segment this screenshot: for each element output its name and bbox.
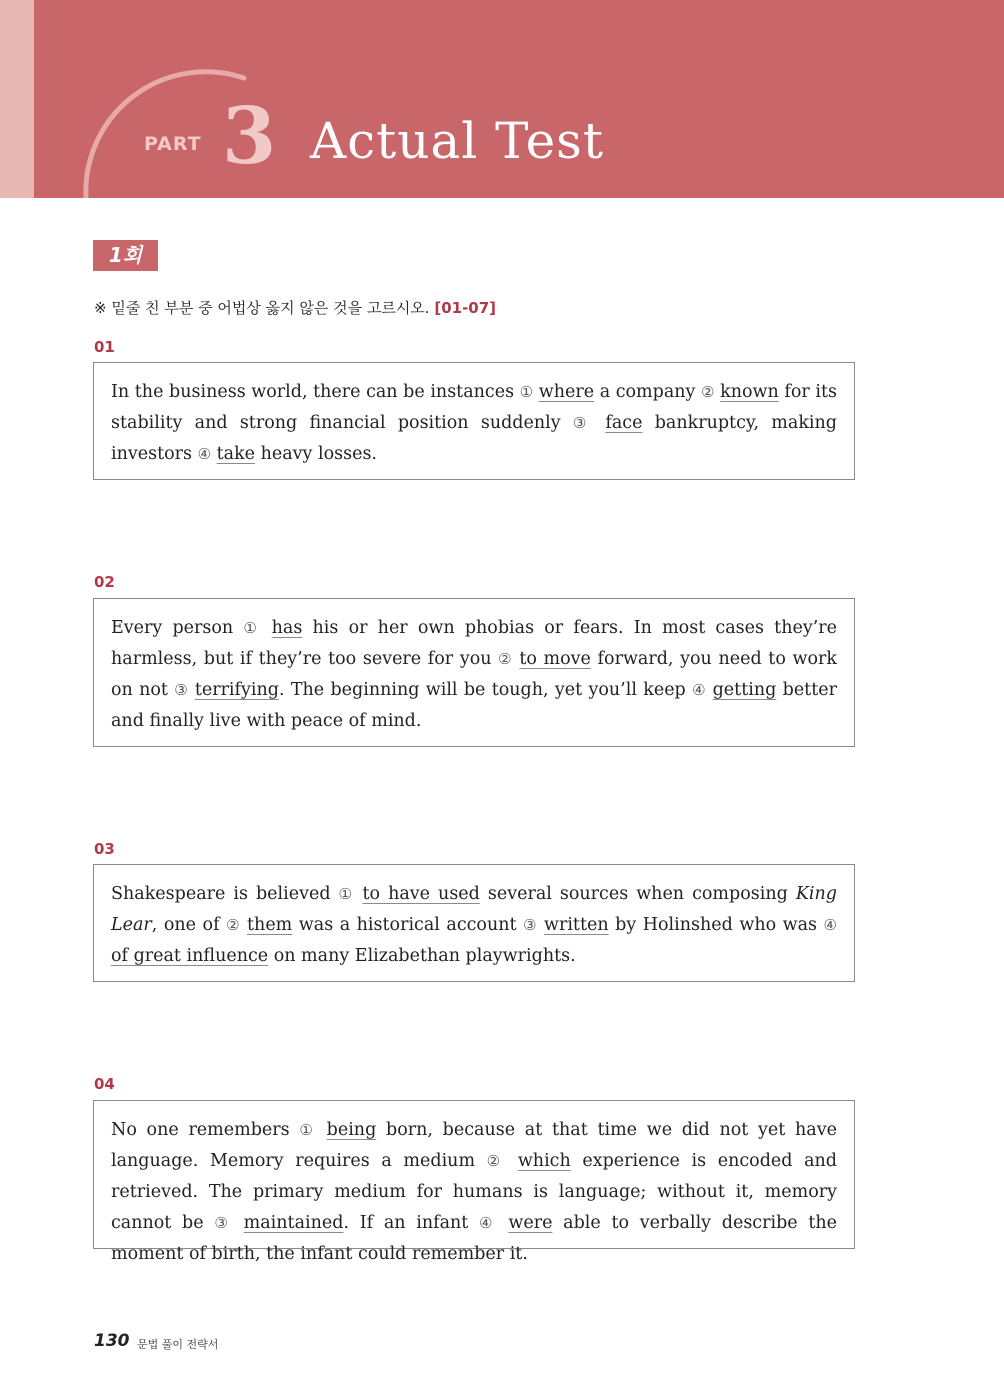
choice-marker: ②: [701, 383, 715, 401]
italic-title: King Lear: [111, 884, 837, 935]
underlined-choice: written: [543, 915, 609, 935]
choice-marker: ②: [486, 1152, 507, 1170]
question-number: 03: [94, 840, 115, 858]
page-title: Actual Test: [310, 112, 604, 170]
underlined-choice: which: [517, 1151, 571, 1171]
underlined-choice: were: [508, 1213, 553, 1233]
choice-marker: ①: [243, 619, 262, 637]
instruction: [94, 297, 496, 318]
part-label: PART: [144, 133, 202, 155]
underlined-choice: where: [538, 382, 595, 402]
choice-marker: ①: [338, 885, 355, 903]
banner-side-strip: [0, 0, 34, 198]
choice-marker: ④: [197, 445, 212, 463]
choice-marker: ③: [572, 414, 594, 432]
question-number: 02: [94, 573, 115, 591]
header-banner: [34, 0, 1004, 198]
underlined-choice: of great influence: [111, 946, 269, 966]
choice-marker: ④: [479, 1214, 498, 1232]
page-number: 130: [94, 1331, 130, 1351]
choice-marker: ④: [823, 916, 837, 934]
question-number: 04: [94, 1075, 115, 1093]
choice-marker: ①: [299, 1121, 317, 1139]
question-number: 01: [94, 338, 115, 356]
choice-marker: ③: [214, 1214, 233, 1232]
part-number: 3: [222, 91, 277, 182]
question-box: Shakespeare is believed ① to have used several sources when composing King Lear, one of ② them was a historical account ③ written by Holinshed who was ④ of great influence on many Elizabethan playwrights.: [93, 864, 855, 982]
question-box: Every person ① has his or her own phobias or fears. In most cases they’re harmless, but if they’re too severe for you ② to move forward, you need to work on not ③ terrifying. The beginning will be tough, yet you’ll keep ④ getting better and finally live with peace of mind.: [93, 598, 855, 747]
choice-marker: ④: [692, 681, 707, 699]
question-box: In the business world, there can be instances ① where a company ② known for its stability and strong financial position suddenly ③ face bankruptcy, making investors ④ take heavy losses.: [93, 362, 855, 480]
instruction-range: [01-07]: [434, 299, 497, 317]
underlined-choice: known: [720, 382, 779, 402]
question-box: No one remembers ① being born, because at that time we did not yet have language. Memory requires a medium ② which experience is encoded and retrieved. The primary medium for humans is language; without it, memory cannot be ③ maintained. If an infant ④ were able to verbally describe the moment of birth, the infant could remember it.: [93, 1100, 855, 1249]
choice-marker: ③: [174, 681, 189, 699]
instruction-text: ※ 밑줄 친 부분 중 어법상 옳지 않은 것을 고르시오.: [94, 299, 430, 317]
underlined-choice: to have used: [362, 884, 480, 904]
underlined-choice: face: [605, 413, 643, 433]
underlined-choice: terrifying: [194, 680, 279, 700]
choice-marker: ①: [519, 383, 534, 401]
underlined-choice: being: [326, 1120, 377, 1140]
underlined-choice: to move: [519, 649, 591, 669]
decorative-arc: [34, 0, 334, 198]
choice-marker: ②: [498, 650, 513, 668]
choice-marker: ③: [523, 916, 538, 934]
underlined-choice: them: [247, 915, 293, 935]
underlined-choice: maintained: [243, 1213, 344, 1233]
underlined-choice: take: [216, 444, 256, 464]
book-title: 문법 풀이 전략서: [137, 1338, 219, 1351]
underlined-choice: has: [271, 618, 303, 638]
round-badge: 1회: [93, 240, 158, 271]
underlined-choice: getting: [712, 680, 777, 700]
choice-marker: ②: [226, 916, 241, 934]
